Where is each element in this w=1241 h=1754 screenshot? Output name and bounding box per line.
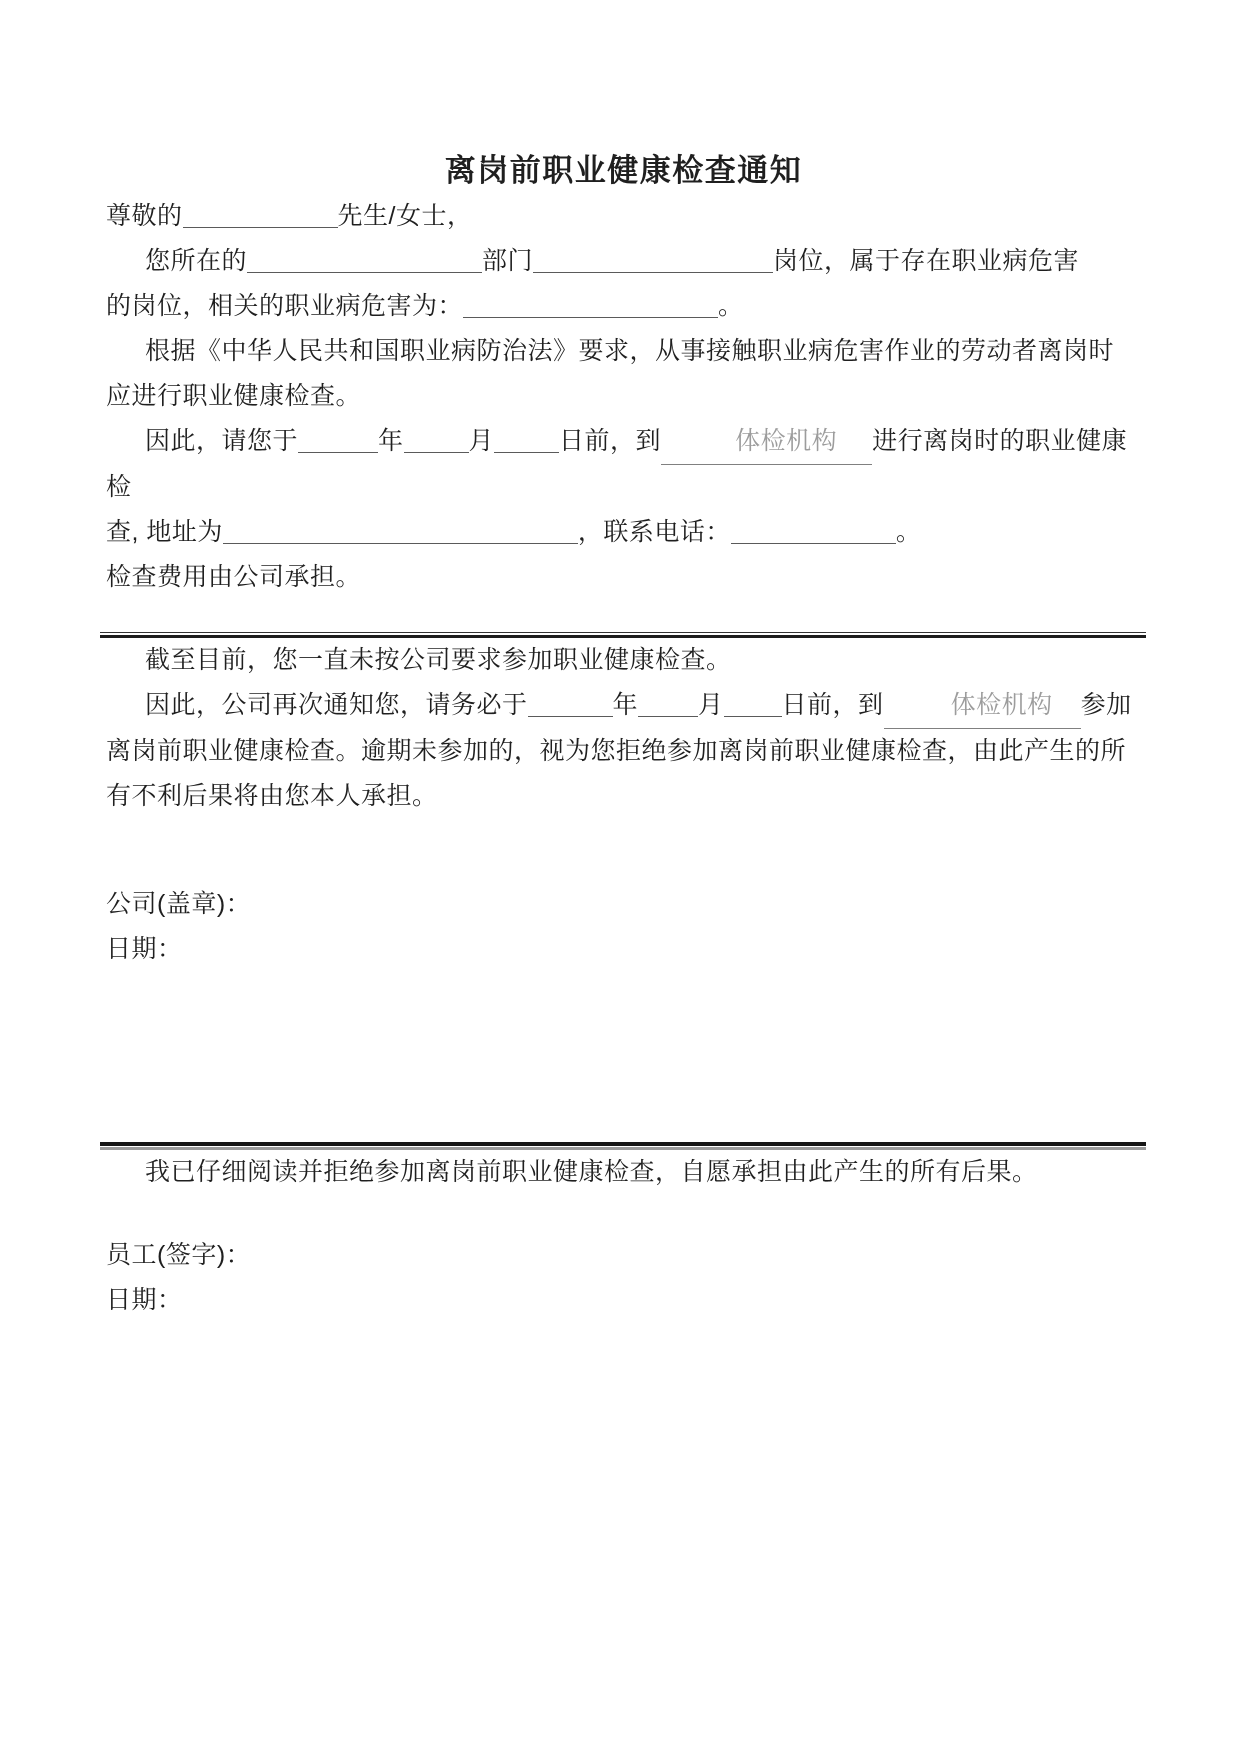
text-run: 查, 地址为 <box>106 518 223 546</box>
text-run: 。 <box>718 292 744 320</box>
text-run: 岗位，属于存在职业病危害 <box>773 247 1080 275</box>
company-seal-line <box>106 882 1141 927</box>
day-blank[interactable] <box>494 422 559 453</box>
company-signature-block <box>106 882 1141 972</box>
text-run: ，联系电话： <box>577 518 731 546</box>
hazard-blank[interactable] <box>463 287 718 318</box>
phone-blank[interactable] <box>731 513 896 544</box>
position-paragraph <box>106 239 1141 329</box>
text-run: 年 <box>612 691 639 719</box>
text-run: 日前，到 <box>781 691 884 719</box>
refusal-statement <box>106 1150 1141 1195</box>
exam-arrangement-paragraph <box>106 419 1141 555</box>
employee-sign-label: 员工(签字)： <box>106 1241 252 1269</box>
salutation-prefix: 尊敬的 <box>106 202 183 230</box>
second-notice-paragraph <box>106 683 1141 819</box>
text-run: 应进行职业健康检查。 <box>106 382 362 410</box>
year-blank[interactable] <box>298 422 378 453</box>
text-run: 检查费用由公司承担。 <box>106 563 362 591</box>
medical-org-field[interactable] <box>661 419 872 465</box>
noncompliance-paragraph <box>106 638 1141 683</box>
employee-sign-line <box>106 1233 1141 1278</box>
medical-org-placeholder: 体检机构 <box>950 691 1053 719</box>
date-label: 日期： <box>106 935 183 963</box>
text-run: 月 <box>698 691 724 719</box>
text-run: 月 <box>468 427 495 455</box>
text-run: 根据《中华人民共和国职业病防治法》要求，从事接触职业病危害作业的劳动者离岗时 <box>145 337 1115 365</box>
text-run: 离岗前职业健康检查。逾期未参加的，视为您拒绝参加离岗前职业健康检查，由此产生的所 <box>106 737 1127 765</box>
law-paragraph <box>106 329 1141 419</box>
salutation-suffix: 先生/女士， <box>337 202 473 230</box>
text-run: 。 <box>895 518 922 546</box>
medical-org-placeholder: 体检机构 <box>735 427 838 455</box>
month-blank[interactable] <box>404 422 469 453</box>
recipient-name-blank[interactable] <box>183 197 338 228</box>
employee-date-line <box>106 1278 1141 1323</box>
text-run: 进行离岗时的职业健康检 <box>106 427 1128 501</box>
text-run: 有不利后果将由您本人承担。 <box>106 782 438 810</box>
company-seal-label: 公司(盖章)： <box>106 890 252 918</box>
text-run: 您所在的 <box>145 247 248 275</box>
document-title: 离岗前职业健康检查通知 <box>444 153 803 188</box>
text-run: 年 <box>378 427 404 455</box>
date-label: 日期： <box>106 1286 183 1314</box>
salutation-line <box>106 194 1141 239</box>
text-run: 部门 <box>482 247 534 275</box>
company-date-line <box>106 927 1141 972</box>
employee-signature-block <box>106 1233 1141 1323</box>
day-blank-2[interactable] <box>724 686 782 717</box>
text-run: 因此，请您于 <box>145 427 299 455</box>
text-run: 我已仔细阅读并拒绝参加离岗前职业健康检查，自愿承担由此产生的所有后果。 <box>145 1158 1038 1186</box>
month-blank-2[interactable] <box>638 686 698 717</box>
post-blank[interactable] <box>533 242 773 273</box>
text-run: 参加 <box>1080 691 1132 719</box>
address-blank[interactable] <box>223 513 578 544</box>
department-blank[interactable] <box>247 242 482 273</box>
text-run: 日前，到 <box>559 427 662 455</box>
medical-org-field-2[interactable] <box>884 683 1081 729</box>
section-divider-2 <box>100 1142 1146 1150</box>
text-run: 截至目前，您一直未按公司要求参加职业健康检查。 <box>145 646 732 674</box>
fee-line <box>106 555 1141 600</box>
year-blank-2[interactable] <box>528 686 613 717</box>
text-run: 因此，公司再次通知您，请务必于 <box>145 691 528 719</box>
text-run: 的岗位，相关的职业病危害为： <box>106 292 464 320</box>
